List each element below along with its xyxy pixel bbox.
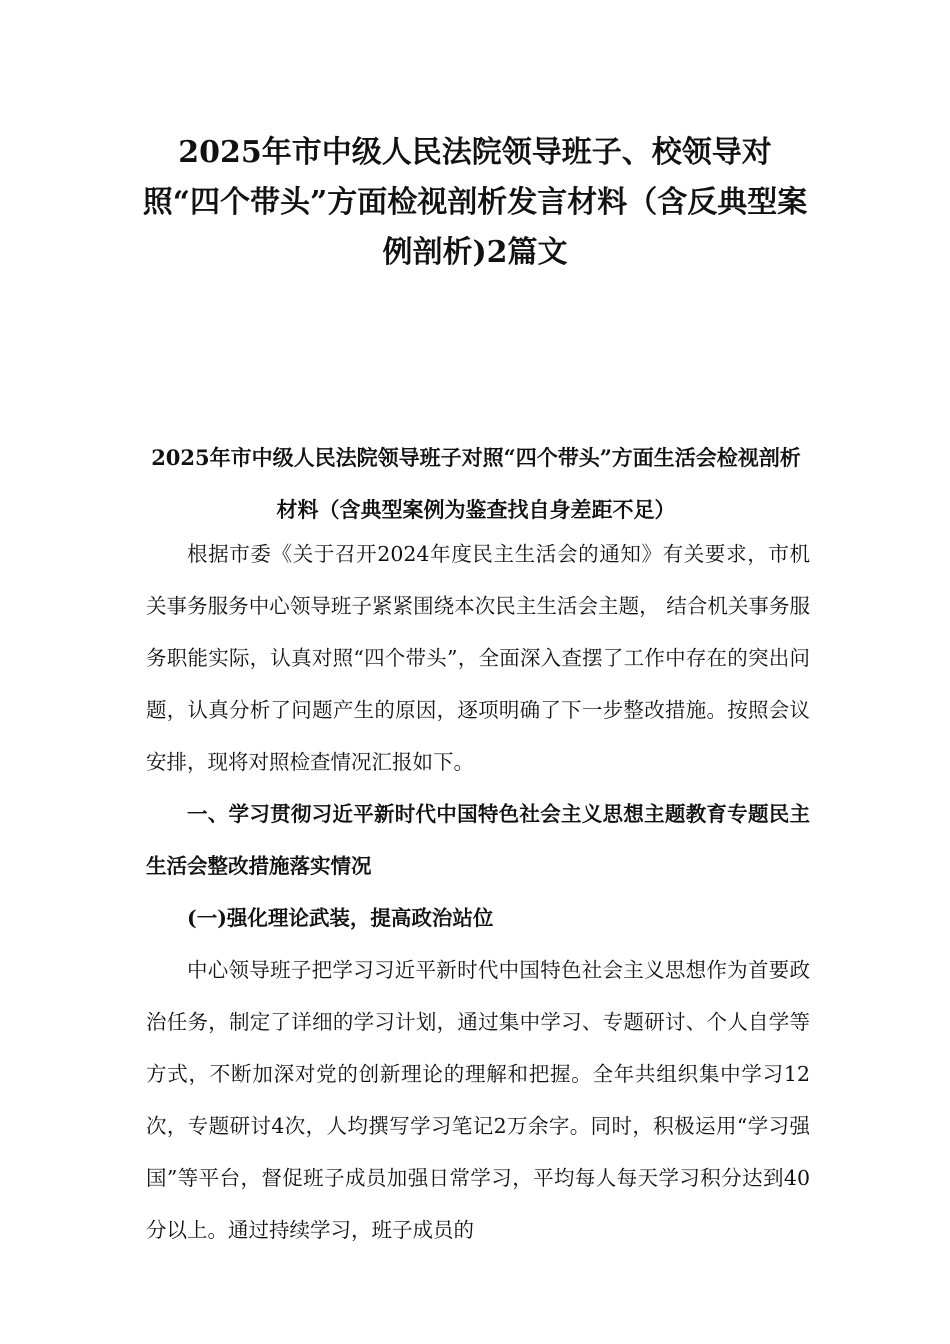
intro-paragraph: 根据市委《关于召开2024年度民主生活会的通知》有关要求，市机关事务服务中心领导班子紧紧围绕本次民主生活会主题， 结合机关事务服务职能实际，认真对照“四个带头”，全面深入查摆了工作中存在的突出问题，认真分析了问题产生的原因，逐项明确了下一步整改措施。按照会议安排，现将对照检查情况汇报如下。 — [146, 542, 810, 774]
section-heading: 一、学习贯彻习近平新时代中国特色社会主义思想主题教育专题民主生活会整改措施落实情况 — [146, 802, 810, 878]
article-body — [146, 528, 810, 1256]
subsection-heading: (一)强化理论武装，提高政治站位 — [187, 906, 494, 930]
body-paragraph: 中心领导班子把学习习近平新时代中国特色社会主义思想作为首要政治任务，制定了详细的学习计划，通过集中学习、专题研讨、个人自学等方式，不断加深对党的创新理论的理解和把握。全年共组织集中学习12次，专题研讨4次，人均撰写学习笔记2万余字。同时，积极运用“学习强国”等平台，督促班子成员加强日常学习，平均每人每天学习积分达到40分以上。通过持续学习，班子成员的 — [146, 958, 810, 1242]
document-title: 2025年市中级人民法院领导班子、校领导对照“四个带头”方面检视剖析发言材料（含反典型案例剖析)2篇文 — [142, 135, 808, 270]
article-title: 2025年市中级人民法院领导班子对照“四个带头”方面生活会检视剖析材料（含典型案例为鉴查找自身差距不足） — [151, 445, 801, 522]
